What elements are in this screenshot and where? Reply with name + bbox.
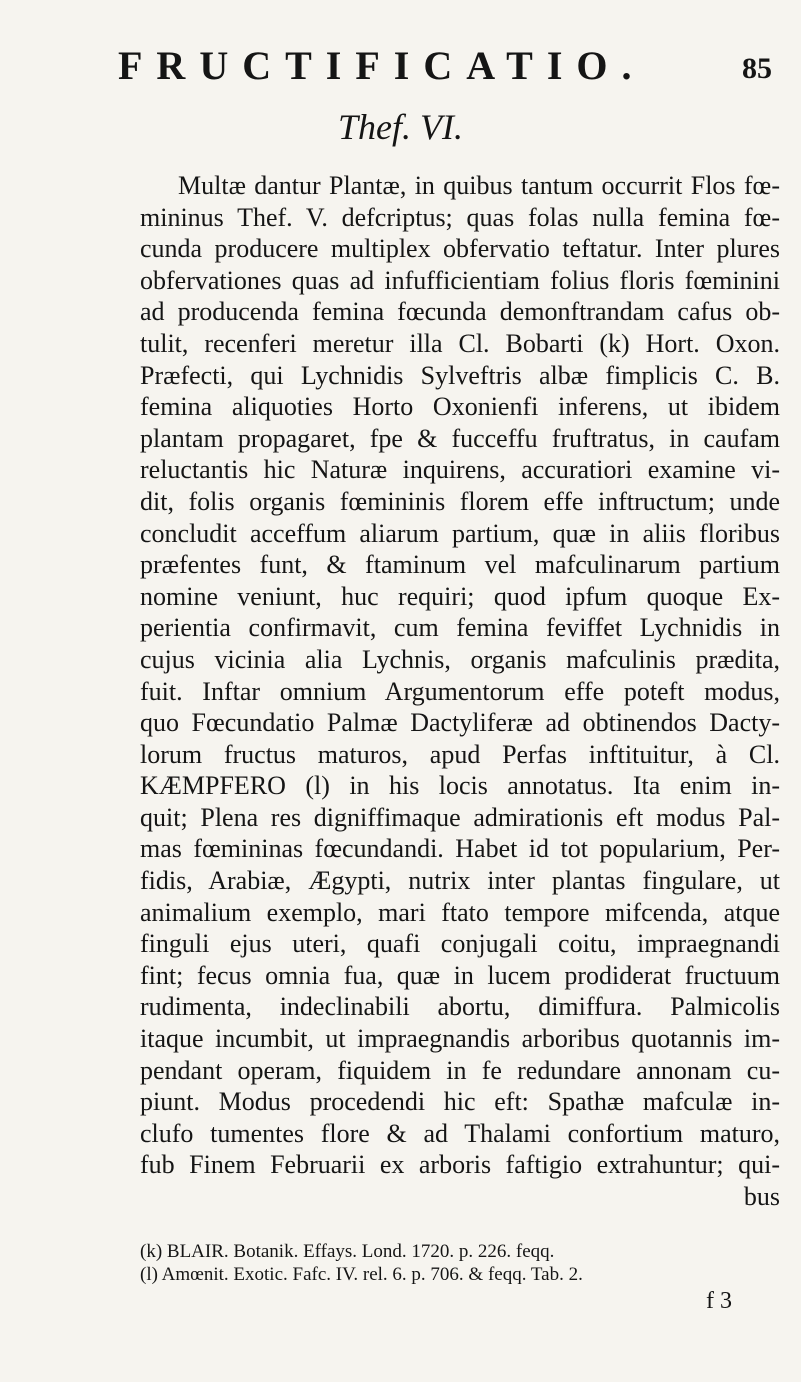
text-line: concludit acceffum aliarum partium, quæ in aliis floribus xyxy=(140,518,780,548)
text-line: fidis, Arabiæ, Ægypti, nutrix inter plantas fingulare, ut xyxy=(140,866,780,896)
text-line: ad producenda femina fœcunda demonftrandam cafus ob- xyxy=(140,297,780,327)
signature-mark: f 3 xyxy=(706,1288,732,1314)
text-line: fub Finem Februarii ex arboris faftigio extrahuntur; qui- xyxy=(140,1150,780,1180)
text-line: KÆMPFERO (l) in his locis annotatus. Ita enim in- xyxy=(140,771,780,801)
text-line: nomine veniunt, huc requiri; quod ipfum quoque Ex- xyxy=(140,581,780,611)
text-line: cujus vicinia alia Lychnis, organis mafculinis prædita, xyxy=(140,644,780,674)
text-line: fuit. Inftar omnium Argumentorum effe poteft modus, xyxy=(140,676,780,706)
text-line: rudimenta, indeclinabili abortu, dimiffura. Palmicolis xyxy=(140,992,780,1022)
body-text xyxy=(140,170,780,1213)
text-line: mas fœmininas fœcundandi. Habet id tot popularium, Per- xyxy=(140,834,780,864)
running-head: FRUCTIFICATIO. xyxy=(118,43,646,88)
text-line: cunda producere multiplex obfervatio teftatur. Inter plures xyxy=(140,234,780,264)
text-line: femina aliquoties Horto Oxonienfi inferens, ut ibidem xyxy=(140,392,780,422)
text-line: piunt. Modus procedendi hic eft: Spathæ mafculæ in- xyxy=(140,1087,780,1117)
section-heading: Thef. VI. xyxy=(338,107,463,147)
text-line: animalium exemplo, mari ftato tempore mifcenda, atque xyxy=(140,897,780,927)
text-line: præfentes funt, & ftaminum vel mafculinarum partium xyxy=(140,550,780,580)
text-line: quo Fœcundatio Palmæ Dactyliferæ ad obtinendos Dacty- xyxy=(140,708,780,738)
text-line: perientia confirmavit, cum femina feviffet Lychnidis in xyxy=(140,613,780,643)
text-line: plantam propagaret, fpe & fucceffu fruftratus, in caufam xyxy=(140,423,780,453)
footnote-k: (k) BLAIR. Botanik. Effays. Lond. 1720. p. 226. feqq. xyxy=(140,1241,555,1262)
footnote-l: (l) Amœnit. Exotic. Fafc. IV. rel. 6. p. 706. & feqq. Tab. 2. xyxy=(140,1264,583,1285)
catchword: bus xyxy=(743,1182,780,1211)
text-line: Præfecti, qui Lychnidis Sylveftris albæ fimplicis C. B. xyxy=(140,360,780,390)
text-line: mininus Thef. V. defcriptus; quas folas nulla femina fœ- xyxy=(140,202,780,232)
text-line: pendant operam, fiquidem in fe redundare annonam cu- xyxy=(140,1055,780,1085)
text-line: quit; Plena res digniffimaque admirationis eft modus Pal- xyxy=(140,802,780,832)
text-line: tulit, recenferi meretur illa Cl. Bobarti (k) Hort. Oxon. xyxy=(140,328,780,358)
page-number: 85 xyxy=(742,52,772,85)
text-line: finguli ejus uteri, quafi conjugali coitu, impraegnandi xyxy=(140,929,780,959)
text-line: dit, folis organis fœmininis florem effe inftructum; unde xyxy=(140,486,780,516)
text-line: Multæ dantur Plantæ, in quibus tantum occurrit Flos fœ- xyxy=(178,171,780,200)
text-line: lorum fructus maturos, apud Perfas inftituitur, à Cl. xyxy=(140,739,780,769)
footnotes xyxy=(140,1240,780,1286)
text-line: reluctantis hic Naturæ inquirens, accuratiori examine vi- xyxy=(140,455,780,485)
text-line: clufo tumentes flore & ad Thalami confortium maturo, xyxy=(140,1118,780,1148)
text-line: itaque incumbit, ut impraegnandis arboribus quotannis im- xyxy=(140,1024,780,1054)
text-line: fint; fecus omnia fua, quæ in lucem prodiderat fructuum xyxy=(140,960,780,990)
text-line: obfervationes quas ad infufficientiam folius floris fœminini xyxy=(140,265,780,295)
